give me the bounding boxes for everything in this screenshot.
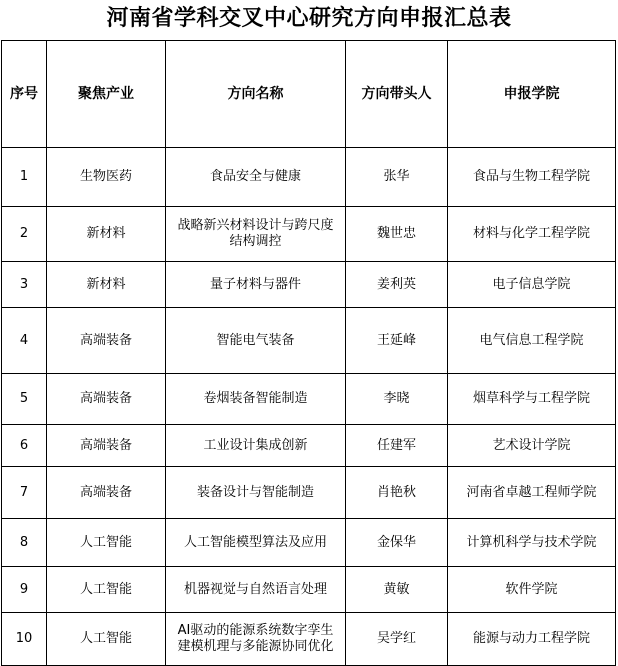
cell-leader: 张华 bbox=[346, 148, 448, 207]
cell-leader: 姜利英 bbox=[346, 262, 448, 308]
header-college: 申报学院 bbox=[448, 41, 616, 148]
cell-industry: 人工智能 bbox=[47, 567, 166, 613]
cell-no: 9 bbox=[2, 567, 47, 613]
header-no: 序号 bbox=[2, 41, 47, 148]
table-row bbox=[2, 613, 616, 666]
cell-industry: 生物医药 bbox=[47, 148, 166, 207]
cell-leader: 李晓 bbox=[346, 374, 448, 425]
summary-table bbox=[1, 40, 616, 666]
cell-college: 材料与化学工程学院 bbox=[448, 207, 616, 262]
cell-leader: 魏世忠 bbox=[346, 207, 448, 262]
table-row bbox=[2, 467, 616, 519]
cell-leader: 黄敏 bbox=[346, 567, 448, 613]
table-row bbox=[2, 374, 616, 425]
cell-direction: 食品安全与健康 bbox=[166, 148, 346, 207]
cell-no: 8 bbox=[2, 519, 47, 567]
cell-college: 电气信息工程学院 bbox=[448, 308, 616, 374]
cell-no: 7 bbox=[2, 467, 47, 519]
cell-leader: 金保华 bbox=[346, 519, 448, 567]
cell-direction: 机器视觉与自然语言处理 bbox=[166, 567, 346, 613]
cell-direction: 装备设计与智能制造 bbox=[166, 467, 346, 519]
cell-direction: 工业设计集成创新 bbox=[166, 425, 346, 467]
cell-industry: 人工智能 bbox=[47, 613, 166, 666]
header-direction: 方向名称 bbox=[166, 41, 346, 148]
cell-college: 食品与生物工程学院 bbox=[448, 148, 616, 207]
cell-leader: 任建军 bbox=[346, 425, 448, 467]
cell-college: 河南省卓越工程师学院 bbox=[448, 467, 616, 519]
table-row bbox=[2, 567, 616, 613]
cell-no: 3 bbox=[2, 262, 47, 308]
cell-college: 艺术设计学院 bbox=[448, 425, 616, 467]
cell-direction: 量子材料与器件 bbox=[166, 262, 346, 308]
cell-no: 6 bbox=[2, 425, 47, 467]
cell-college: 电子信息学院 bbox=[448, 262, 616, 308]
cell-direction: 人工智能模型算法及应用 bbox=[166, 519, 346, 567]
cell-no: 2 bbox=[2, 207, 47, 262]
table-row bbox=[2, 425, 616, 467]
cell-leader: 王延峰 bbox=[346, 308, 448, 374]
header-industry: 聚焦产业 bbox=[47, 41, 166, 148]
cell-leader: 肖艳秋 bbox=[346, 467, 448, 519]
cell-industry: 高端装备 bbox=[47, 467, 166, 519]
cell-industry: 高端装备 bbox=[47, 308, 166, 374]
table-row bbox=[2, 519, 616, 567]
table-row bbox=[2, 262, 616, 308]
cell-college: 软件学院 bbox=[448, 567, 616, 613]
cell-leader: 吴学红 bbox=[346, 613, 448, 666]
table-row bbox=[2, 308, 616, 374]
cell-industry: 人工智能 bbox=[47, 519, 166, 567]
cell-industry: 高端装备 bbox=[47, 374, 166, 425]
cell-no: 1 bbox=[2, 148, 47, 207]
cell-college: 计算机科学与技术学院 bbox=[448, 519, 616, 567]
cell-direction: 战略新兴材料设计与跨尺度 结构调控 bbox=[166, 207, 346, 262]
cell-college: 烟草科学与工程学院 bbox=[448, 374, 616, 425]
cell-industry: 新材料 bbox=[47, 262, 166, 308]
cell-direction: AI驱动的能源系统数字孪生 建模机理与多能源协同优化 bbox=[166, 613, 346, 666]
table-row bbox=[2, 207, 616, 262]
table-row bbox=[2, 148, 616, 207]
cell-direction: 卷烟装备智能制造 bbox=[166, 374, 346, 425]
cell-no: 4 bbox=[2, 308, 47, 374]
table-header-row bbox=[2, 41, 616, 148]
header-leader: 方向带头人 bbox=[346, 41, 448, 148]
cell-college: 能源与动力工程学院 bbox=[448, 613, 616, 666]
cell-direction: 智能电气装备 bbox=[166, 308, 346, 374]
cell-no: 10 bbox=[2, 613, 47, 666]
cell-industry: 高端装备 bbox=[47, 425, 166, 467]
document-title: 河南省学科交叉中心研究方向申报汇总表 bbox=[106, 5, 512, 31]
cell-no: 5 bbox=[2, 374, 47, 425]
cell-industry: 新材料 bbox=[47, 207, 166, 262]
